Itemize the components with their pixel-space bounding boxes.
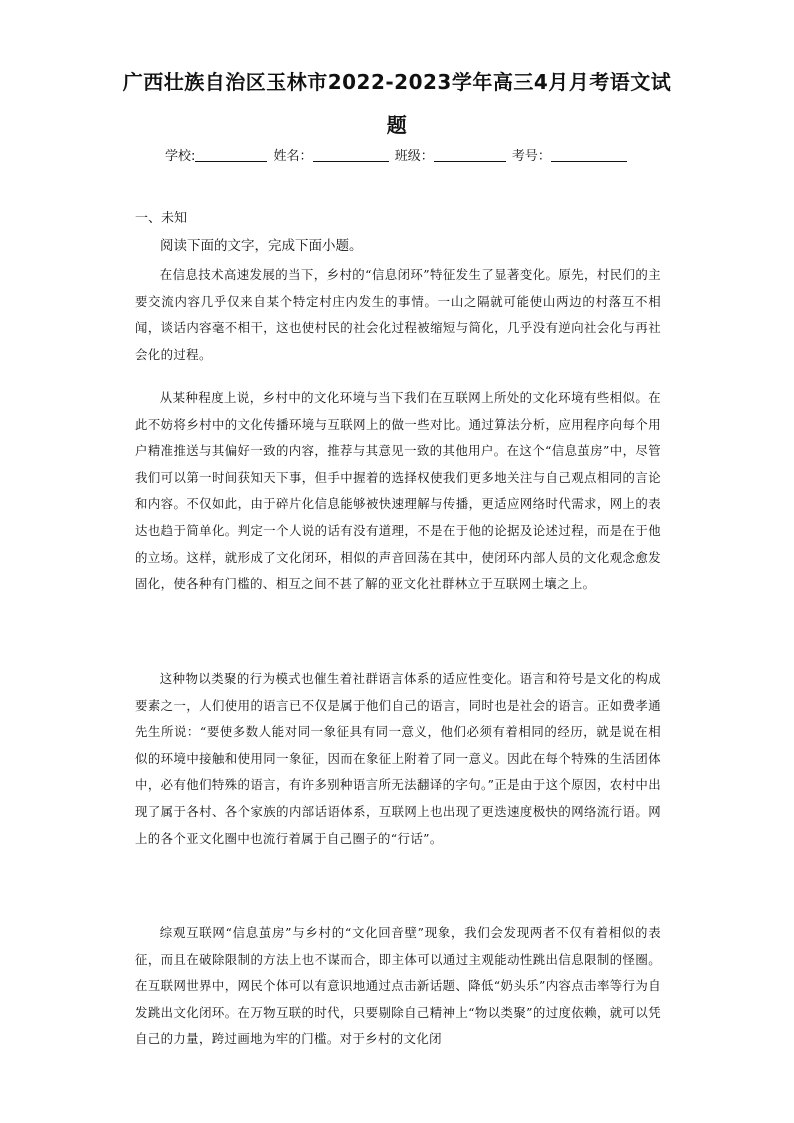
exam-number-label: 考号： — [511, 149, 551, 164]
passage-paragraph-4: 综观互联网“信息茧房”与乡村的“文化回音壁”现象，我们会发现两者不仅有着相似的表征，而且在破除限制的方法上也不谋而合，即主体可以通过主观能动性跳出信息限制的怪圈。在互联网世界中，网民个体可以有意识地通过点击新话题、降低“奶头乐”内容点击率等行为自发跳出文化闭环。在万物互联的时代，只要剔除自己精神上“物以类聚”的过度依赖，就可以凭自己的力量，跨过画地为牢的门槛。对于乡村的文化闭 — [135, 925, 661, 1047]
school-blank — [195, 148, 267, 162]
student-info-row — [165, 145, 629, 164]
name-blank — [313, 148, 389, 162]
document-title-line1: 广西壮族自治区玉林市2022-2023学年高三4月月考语文试 — [122, 70, 672, 94]
document-title-line2: 题 — [386, 113, 408, 137]
school-label: 学校: — [165, 149, 196, 164]
name-label: 姓名： — [273, 149, 313, 164]
passage-paragraph-1: 在信息技术高速发展的当下，乡村的“信息闭环”特征发生了显著变化。原先，村民们的主要交流内容几乎仅来自某个特定村庄内发生的事情。一山之隔就可能使山两边的村落互不相闻，谈话内容毫不相干，这也使村民的社会化过程被缩短与简化，几乎没有逆向社会化与再社会化的过程。 — [135, 267, 661, 362]
class-label: 班级： — [394, 149, 434, 164]
reading-instruction: 阅读下面的文字，完成下面小题。 — [160, 238, 363, 254]
exam-number-blank — [551, 148, 627, 162]
section-heading: 一、未知 — [135, 211, 188, 226]
class-blank — [434, 148, 506, 162]
passage-paragraph-3: 这种物以类聚的行为模式也催生着社群语言体系的适应性变化。语言和符号是文化的构成要素之一，人们使用的语言已不仅是属于他们自己的语言，同时也是社会的语言。正如费孝通先生所说：“要使多数人能对同一象征具有同一意义，他们必须有着相同的经历，就是说在相似的环境中接触和使用同一象征，因而在象征上附着了同一意义。因此在每个特殊的生活团体中，必有他们特殊的语言，有许多别种语言所无法翻译的字句。”正是由于这个原因，农村中出现了属于各村、各个家族的内部话语体系，互联网上也出现了更迭速度极快的网络流行语。网上的各个亚文化圈中也流行着属于自己圈子的“行话”。 — [135, 671, 661, 846]
passage-paragraph-2: 从某种程度上说，乡村中的文化环境与当下我们在互联网上所处的文化环境有些相似。在此不妨将乡村中的文化传播环境与互联网上的做一些对比。通过算法分析，应用程序向每个用户精准推送与其偏好一致的内容，推荐与其意见一致的其他用户。在这个“信息茧房”中，尽管我们可以第一时间获知天下事，但手中握着的选择权使我们更多地关注与自己观点相同的言论和内容。不仅如此，由于碎片化信息能够被快速理解与传播，更适应网络时代需求，网上的表达也趋于简单化。判定一个人说的话有没有道理，不是在于他的论据及论述过程，而是在于他的立场。这样，就形成了文化闭环，相似的声音回荡在其中，使闭环内部人员的文化观念愈发固化，使各种有门槛的、相互之间不甚了解的亚文化社群林立于互联网土壤之上。 — [135, 390, 661, 592]
